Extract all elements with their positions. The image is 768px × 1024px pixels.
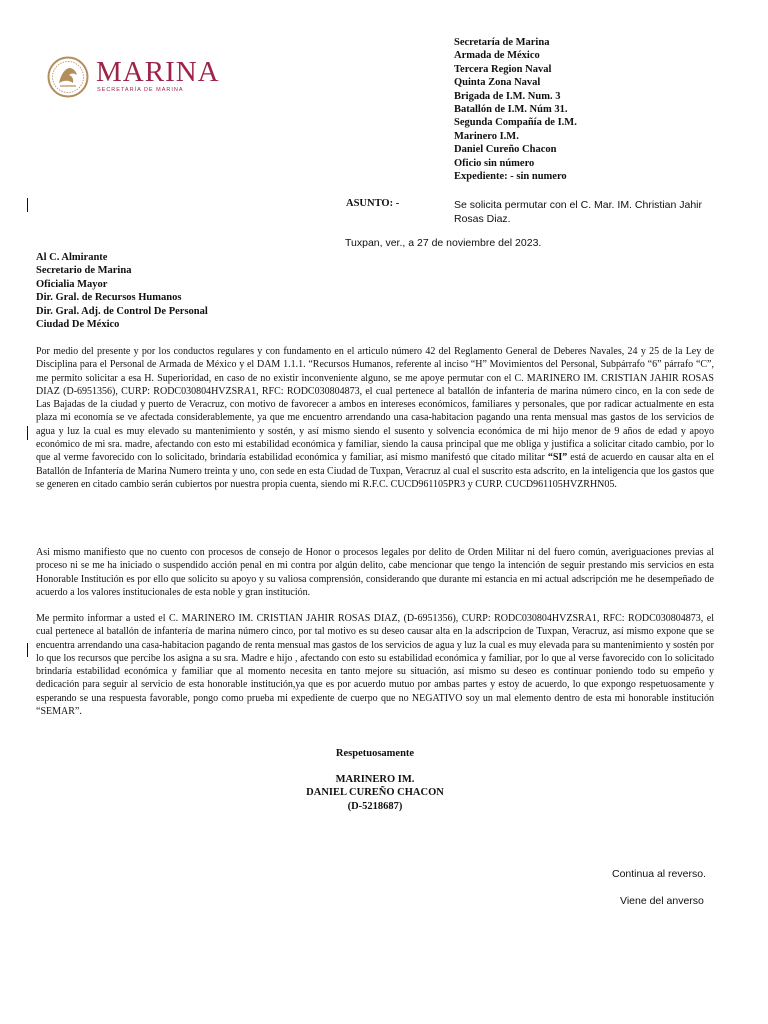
logo-subtitle: SECRETARÍA DE MARINA — [97, 87, 184, 93]
header-line: Tercera Region Naval — [454, 63, 552, 75]
continua-note: Continua al reverso. — [612, 868, 706, 880]
signature-id: (D-5218687) — [347, 800, 403, 812]
header-line: Secretaría de Marina — [454, 37, 550, 48]
paragraph-text: está de acuerdo en causar alta en el Batallón de Infantería de Marina Numero treinta y uno, con sede en esta Ciudad de Tuxpan, Veracruz al cual el suscrito esta adscrito, en la inteligencia que los gastos que se generen en citado cambio serán cubiertos por nuestra propia cuenta, siendo mi R.F.C. CUCD961105PR3 y CURP. CUCD961105HVZRHN05. — [36, 452, 715, 490]
marina-logo — [47, 56, 222, 100]
letter-header — [454, 36, 577, 183]
recipient-line: Ciudad De México — [36, 319, 120, 331]
mexican-eagle-seal-icon — [47, 56, 89, 98]
header-line: Marinero I.M. — [454, 130, 519, 142]
header-line: Brigada de I.M. Num. 3 — [454, 90, 561, 102]
recipients-block — [36, 251, 208, 331]
text-cursor[interactable] — [27, 643, 28, 657]
asunto-label: ASUNTO: - — [346, 198, 400, 209]
recipient-line: Dir. Gral. Adj. de Control De Personal — [36, 305, 208, 317]
closing-text: Respetuosamente — [335, 748, 415, 759]
header-line: Armada de México — [454, 50, 540, 62]
header-line: Segunda Compañía de I.M. — [454, 117, 577, 129]
signature-block — [200, 773, 550, 813]
header-line: Daniel Cureño Chacon — [454, 144, 557, 156]
text-cursor[interactable] — [27, 426, 28, 440]
recipient-line: Dir. Gral. de Recursos Humanos — [36, 292, 182, 304]
header-line: Expediente: - sin numero — [454, 171, 567, 183]
asunto-text: Se solicita permutar con el C. Mar. IM. Christian Jahir Rosas Diaz. — [454, 199, 703, 225]
recipient-line: Al C. Almirante — [36, 252, 108, 263]
text-cursor[interactable] — [27, 198, 28, 212]
signature-name: DANIEL CUREÑO CHACON — [306, 787, 444, 799]
header-line: Batallón de I.M. Núm 31. — [454, 104, 568, 116]
paragraph-text: Por medio del presente y por los conductos regulares y con fundamento en el articulo número 42 del Reglamento General de Deberes Navales, 24 y 25 de la Ley de Disciplina para el Personal de Armada de México y el DAM 1.1.1. “Recursos Humanos, referente al inciso “H” Movimientos del Personal, Subpárrafo “6” párrafo “C”, me permito solicitar a esa H. Superioridad, en caso de no existir inconveniente alguno, se me apoye permutar con el C. MARINERO IM. CRISTIAN JAHIR ROSAS DIAZ (D-6951356), CURP: RODC030804HVZSRA1, RFC: RODC030804873, el cual pertenece al batallón de infanteria de marina número cinco, en la con sede de Las Bajadas de la ciudad y puerto de Veracruz, con motivo de favorecer a ambos en intereses económicos, familiares y personales, que por radicar actualmente en esta plaza mi economía se ve afectada considerablemente, ya que me encuentro arrendando una casa-habitacion pagando una renta mensual mas gastos de los servicios de agua y luz la cual es muy elevado su mantenimiento y sostén, y así mismo siendo el susento y solvencia económica de mi hijo menor de 9 años de edad y apoyo económico de mi sra. madre, afectando con esto mi estabilidad económica y familiar, siendo la causa principal que me obliga y justifica a solicitar citado cambio, por lo que al verme favorecido con lo solicitado, brindaría estabilidad económica y familiar, así mismo manifestó que citado militar — [36, 346, 714, 464]
body-paragraph-3: Me permito informar a usted el C. MARINERO IM. CRISTIAN JAHIR ROSAS DIAZ, (D-6951356), CURP: RODC030804HVZSRA1, RFC: RODC030804873, el cual pertenece al batallón de infantería de marina número cinco, por tal motivo es su deseo causar alta en la adscripcion de Tuxpan, Veracruz, así mismo expone que se encuentra arrendando una casa-habitacion pagando de renta mensual mas gastos de los servicios de agua y luz la cual es muy elevada para su mantenimiento y sostén por lo que los recursos que percibe los asigna a su sra. Madre e hijo , afectando con esto su estabilidad económica y familiar, por lo que al verse favorecido con lo solicitado brindaría estabilidad económica y familiar que al momento necesita en tanto mejore su situación, así mismo su deseo es continuar poniendo todo su empeño y dedicación para seguir al servicio de esta honorable institución,ya que es por acuerdo mutuo por ambas partes y estoy de acuerdo, lo que expongo respetuosamente y esperando se una respuesta favorable, pongo como prueba mi expediente de cuerpo que no NEGATIVO soy un mal elemento dentro de esta mi honorable institución “SEMAR”. — [36, 613, 714, 718]
paragraph-emphasis: “SI” — [547, 452, 568, 464]
recipient-line: Oficialia Mayor — [36, 278, 108, 290]
body-paragraph-1 — [36, 345, 714, 491]
place-date: Tuxpan, ver., a 27 de noviembre del 2023. — [345, 237, 542, 249]
header-line: Quinta Zona Naval — [454, 77, 541, 89]
logo-wordmark: MARINA — [96, 56, 220, 88]
body-paragraph-2: Asi mismo manifiesto que no cuento con procesos de consejo de Honor o procesos legales por delito de Orden Militar ni del fuero común, averiguaciones previas al proceso ni se me ha iniciado o suspendido acción penal en mi contra por algún delito, cabe mencionar que tengo la intención de seguir prestando mis servicios en esta Honorable Institución es por ello que solicito su apoyo y su valiosa comprensión, considerando que durante mi estancia en mi actual adscripción me he desempeñado de acuerdo a los valores institucionales de esta noble y gran institución. — [36, 547, 714, 598]
recipient-line: Secretario de Marina — [36, 265, 132, 277]
viene-note: Viene del anverso — [620, 895, 704, 907]
header-line: Oficio sin número — [454, 157, 535, 169]
signature-rank: MARINERO IM. — [335, 774, 415, 785]
